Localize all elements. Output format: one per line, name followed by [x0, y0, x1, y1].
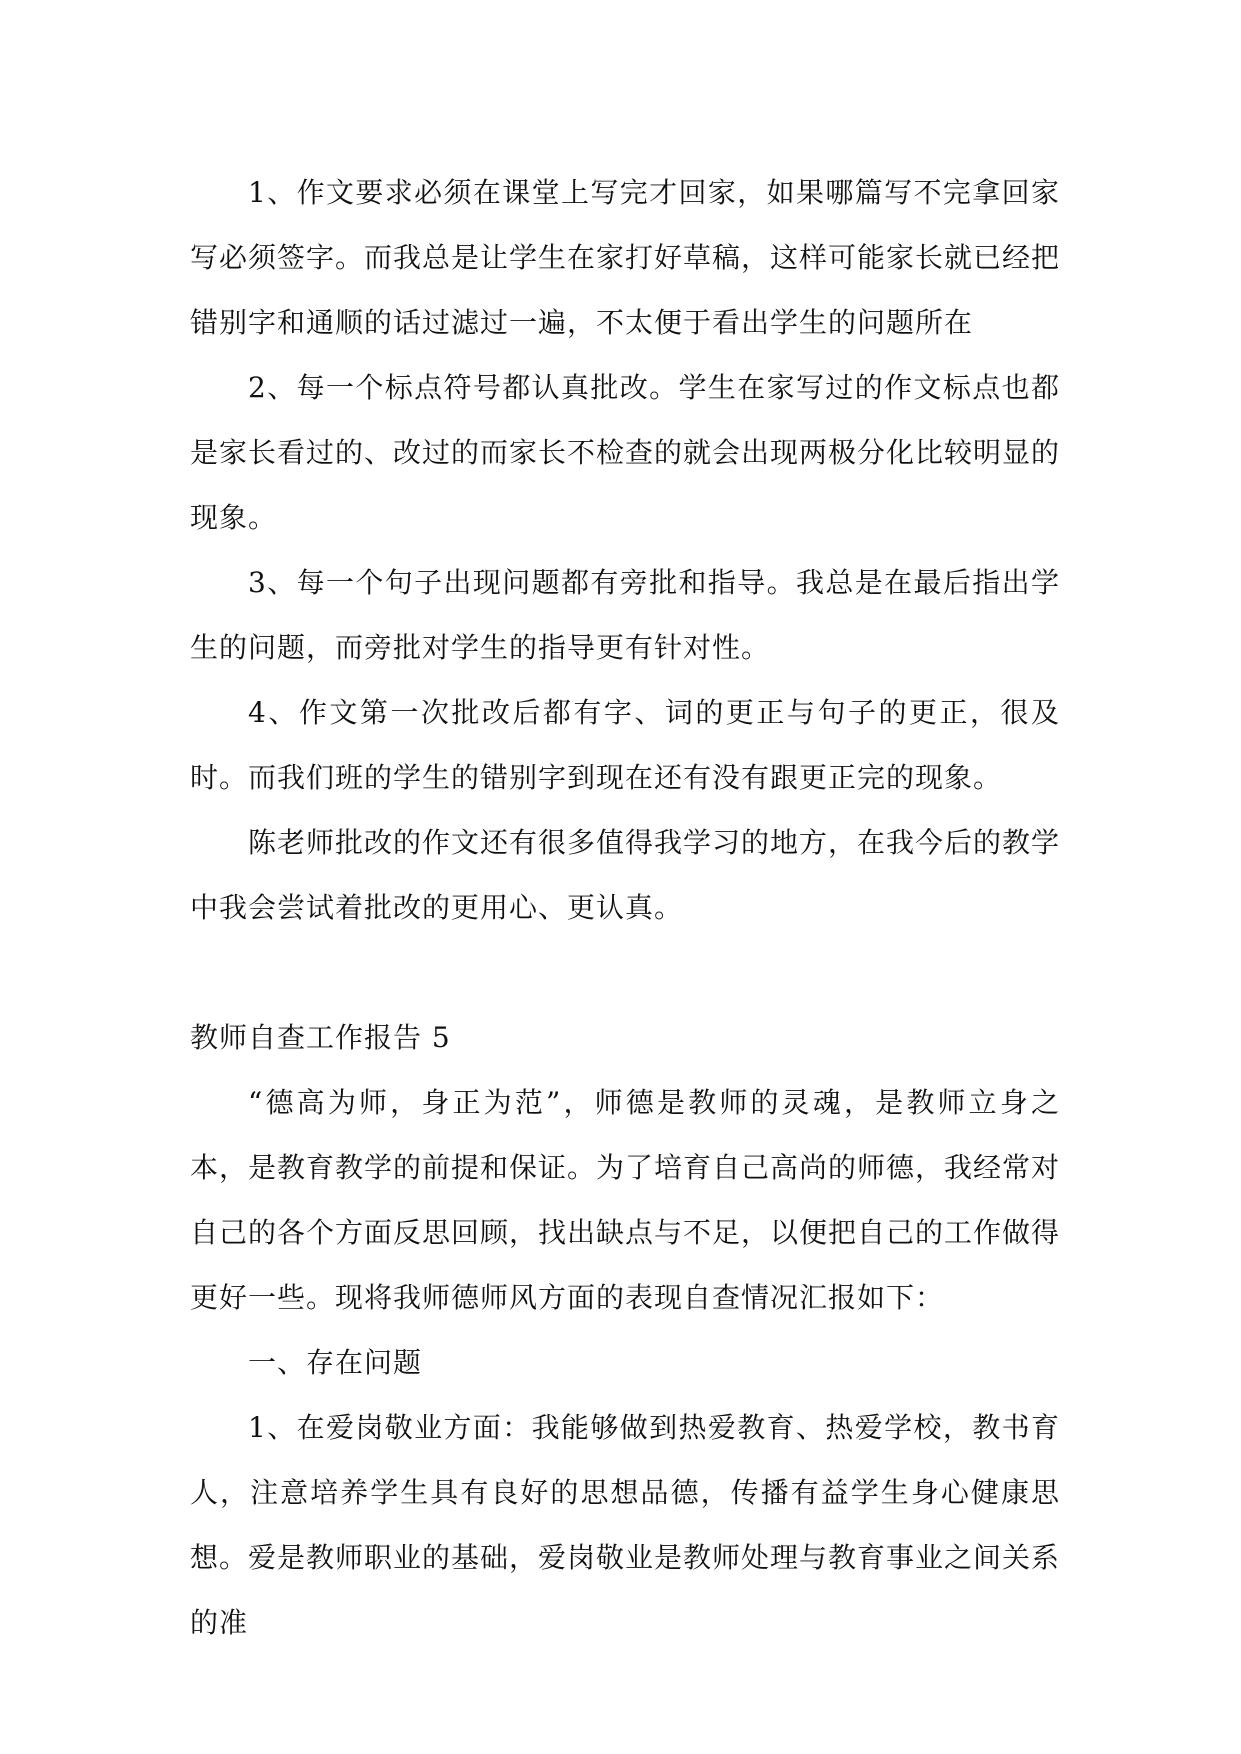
paragraph-punctuation: 2、每一个标点符号都认真批改。学生在家写过的作文标点也都是家长看过的、改过的而家长不检查的就会出现两极分化比较明显的现象。 — [190, 371, 1061, 534]
paragraph-teacher-ethics-intro: “德高为师，身正为范”，师德是教师的灵魂，是教师立身之本，是教育教学的前提和保证。为了培育自己高尚的师德，我经常对自己的各个方面反思回顾，找出缺点与不足，以便把自己的工作做得更好一些。现将我师德师风方面的表现自查情况汇报如下： — [190, 1086, 1061, 1314]
paragraph-dedication: 1、在爱岗敬业方面：我能够做到热爱教育、热爱学校，教书育人，注意培养学生具有良好的思想品德，传播有益学生身心健康思想。爱是教师职业的基础，爱岗敬业是教师处理与教育事业之间关系的准 — [190, 1411, 1061, 1639]
paragraph-conclusion: 陈老师批改的作文还有很多值得我学习的地方，在我今后的教学中我会尝试着批改的更用心、更认真。 — [190, 826, 1061, 924]
section-title: 教师自查工作报告 5 — [190, 1021, 451, 1054]
paragraph-correction: 4、作文第一次批改后都有字、词的更正与句子的更正，很及时。而我们班的学生的错别字到现在还有没有跟更正完的现象。 — [190, 696, 1060, 794]
subheading-existing-problems: 一、存在问题 — [248, 1346, 423, 1379]
paragraph-essay-requirement: 1、作文要求必须在课堂上写完才回家，如果哪篇写不完拿回家写必须签字。而我总是让学生在家打好草稿，这样可能家长就已经把错别字和通顺的话过滤过一遍，不太便于看出学生的问题所在 — [190, 176, 1061, 339]
document-body — [190, 160, 1060, 1655]
paragraph-sentence-guidance: 3、每一个句子出现问题都有旁批和指导。我总是在最后指出学生的问题，而旁批对学生的指导更有针对性。 — [190, 566, 1060, 664]
